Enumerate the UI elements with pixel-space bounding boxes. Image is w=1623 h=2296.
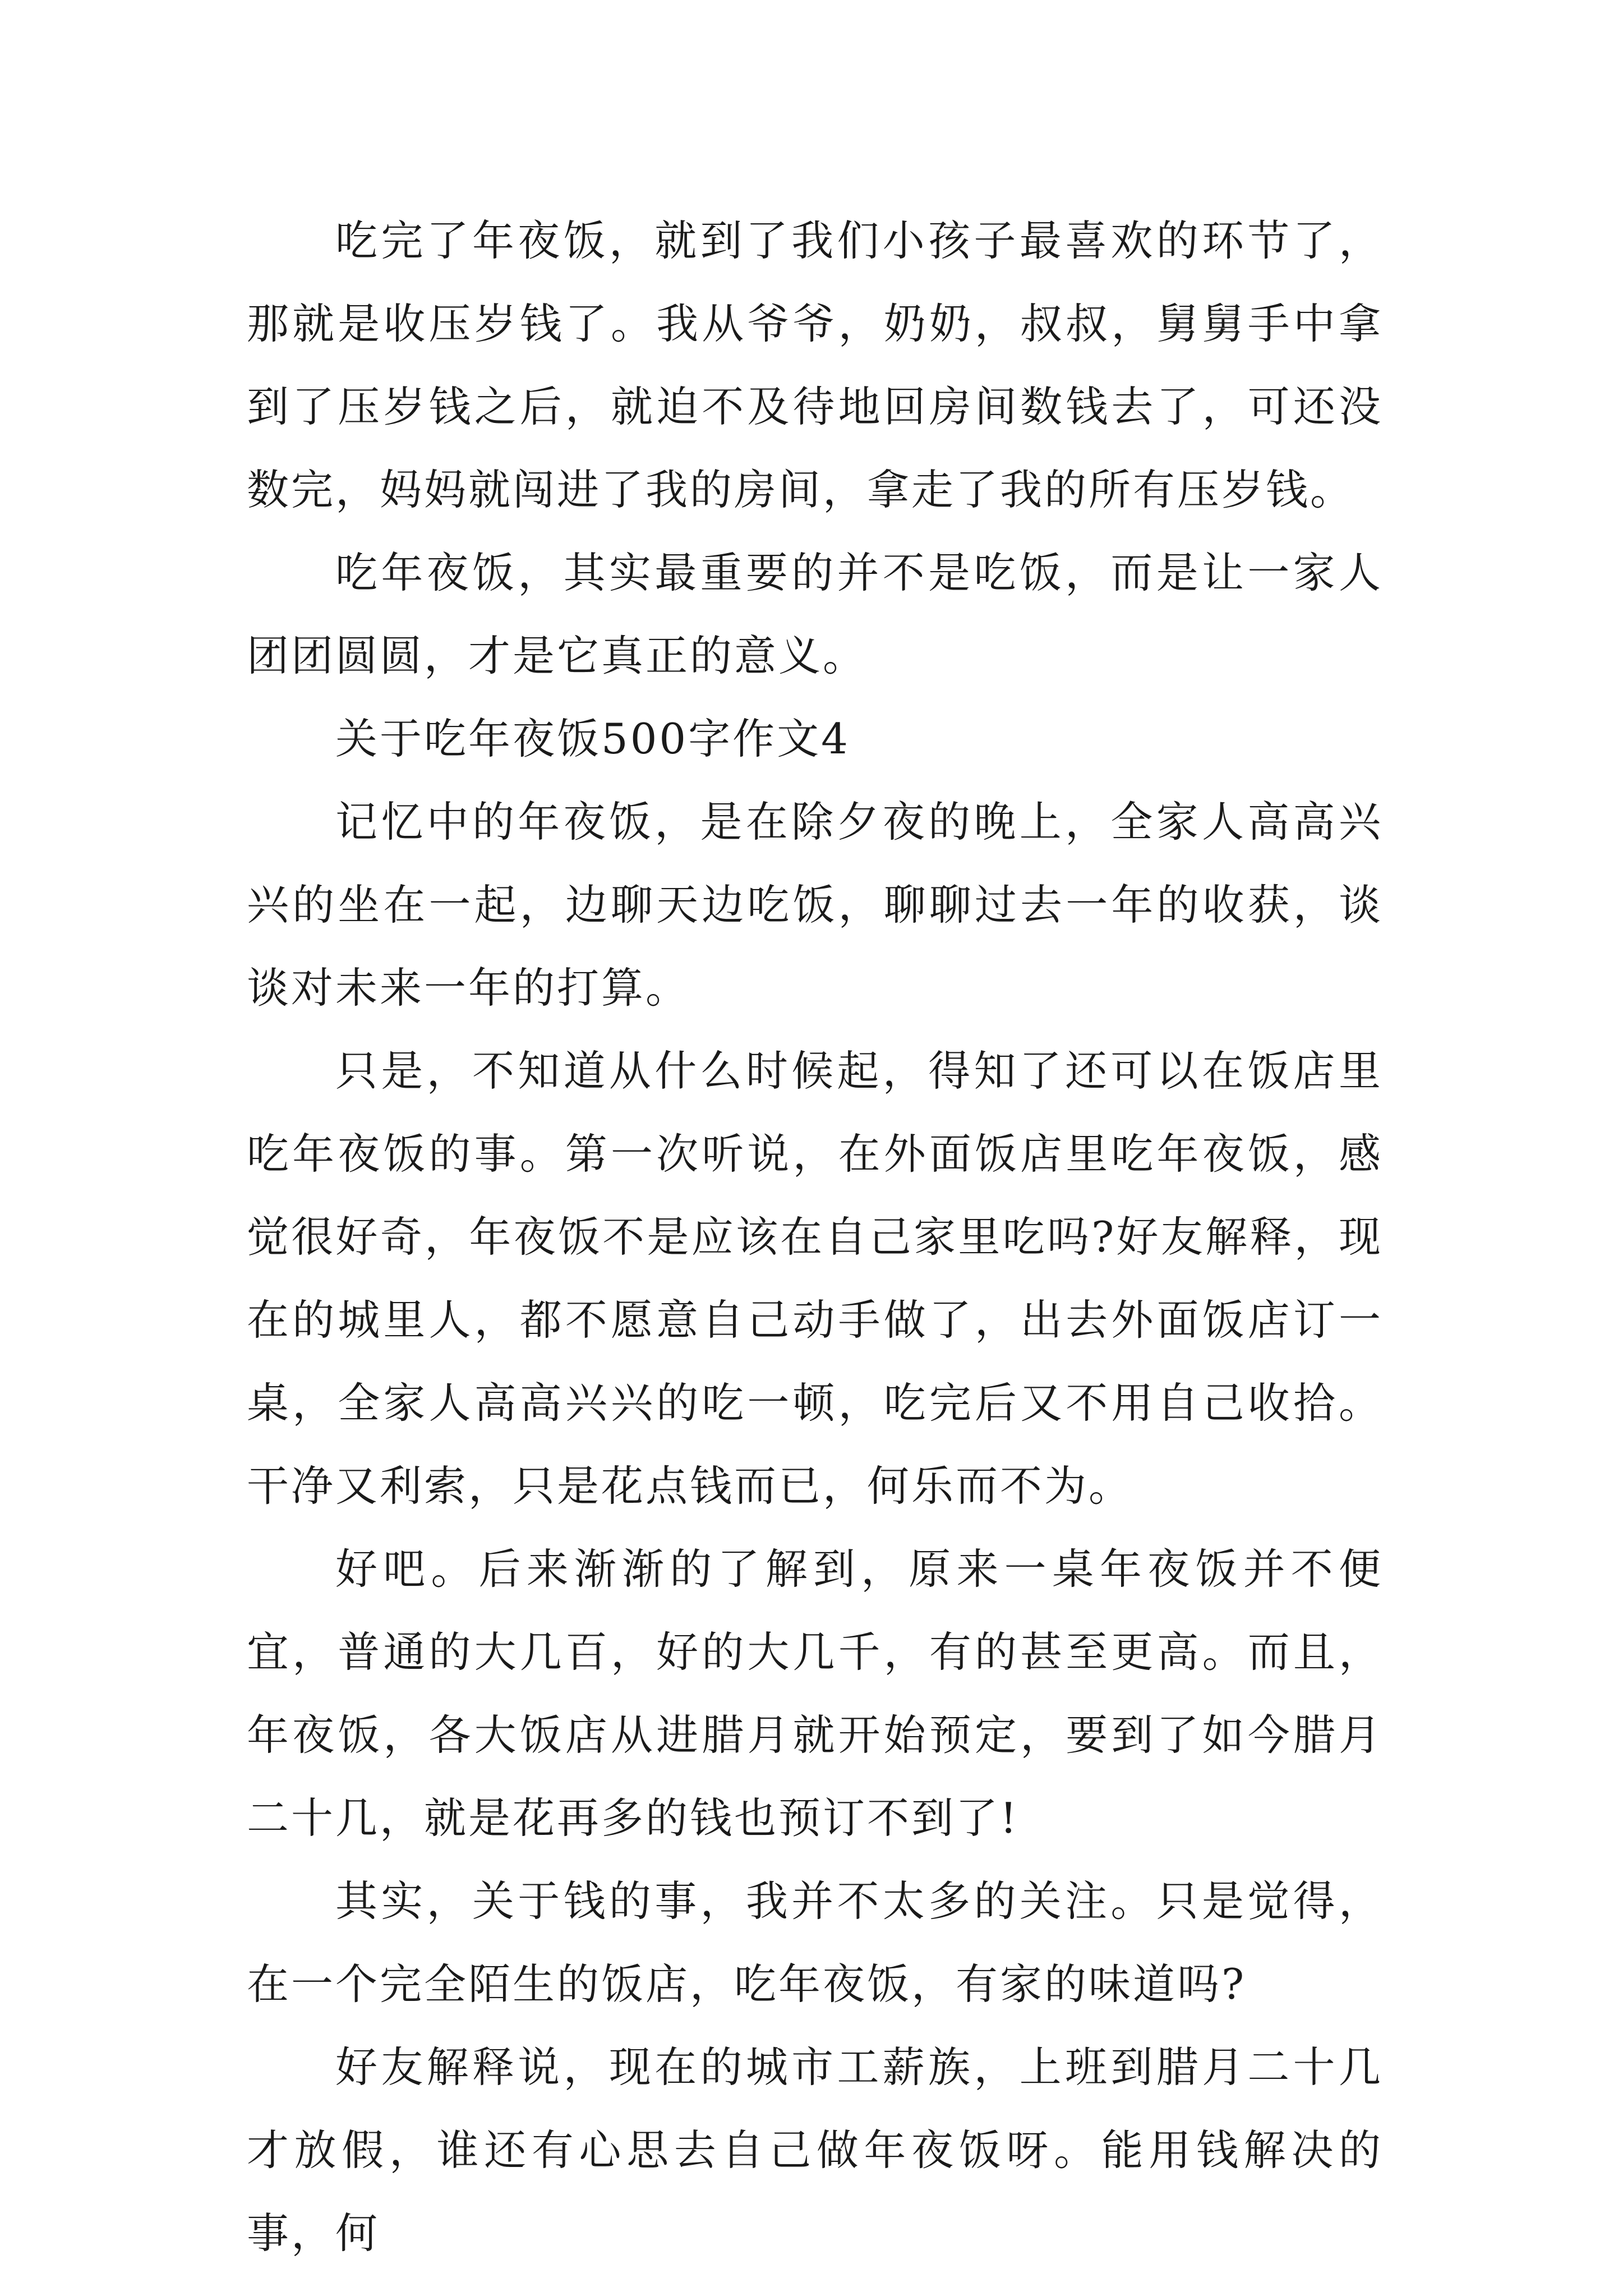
- essay-body: [247, 199, 1383, 2275]
- paragraph-reunion-meaning: 吃年夜饭，其实最重要的并不是吃饭，而是让一家人团团圆圆，才是它真正的意义。: [247, 548, 1383, 680]
- paragraph-memory: 记忆中的年夜饭，是在除夕夜的晚上，全家人高高兴兴的坐在一起，边聊天边吃饭，聊聊过去一年的收获，谈谈对未来一年的打算。: [247, 797, 1383, 1013]
- paragraph-price: 好吧。后来渐渐的了解到，原来一桌年夜饭并不便宜，普通的大几百，好的大几千，有的甚至更高。而且，年夜饭，各大饭店从进腊月就开始预定，要到了如今腊月二十几，就是花再多的钱也预订不到了!: [247, 1544, 1383, 1843]
- paragraph-restaurant-dinner: 只是，不知道从什么时候起，得知了还可以在饭店里吃年夜饭的事。第一次听说，在外面饭店里吃年夜饭，感觉很好奇，年夜饭不是应该在自己家里吃吗?好友解释，现在的城里人，都不愿意自己动手做了，出去外面饭店订一桌，全家人高高兴兴的吃一顿，吃完后又不用自己收拾。干净又利索，只是花点钱而已，何乐而不为。: [247, 1046, 1383, 1511]
- paragraph-explanation: 好友解释说，现在的城市工薪族，上班到腊月二十几才放假，谁还有心思去自己做年夜饭呀。能用钱解决的事，何: [247, 2042, 1383, 2258]
- paragraph-red-envelope: 吃完了年夜饭，就到了我们小孩子最喜欢的环节了，那就是收压岁钱了。我从爷爷，奶奶，叔叔，舅舅手中拿到了压岁钱之后，就迫不及待地回房间数钱去了，可还没数完，妈妈就闯进了我的房间，拿走了我的所有压岁钱。: [247, 216, 1383, 514]
- paragraph-home-taste: 其实，关于钱的事，我并不太多的关注。只是觉得，在一个完全陌生的饭店，吃年夜饭，有家的味道吗?: [247, 1876, 1383, 2009]
- essay-title-4: 关于吃年夜饭500字作文4: [335, 714, 850, 763]
